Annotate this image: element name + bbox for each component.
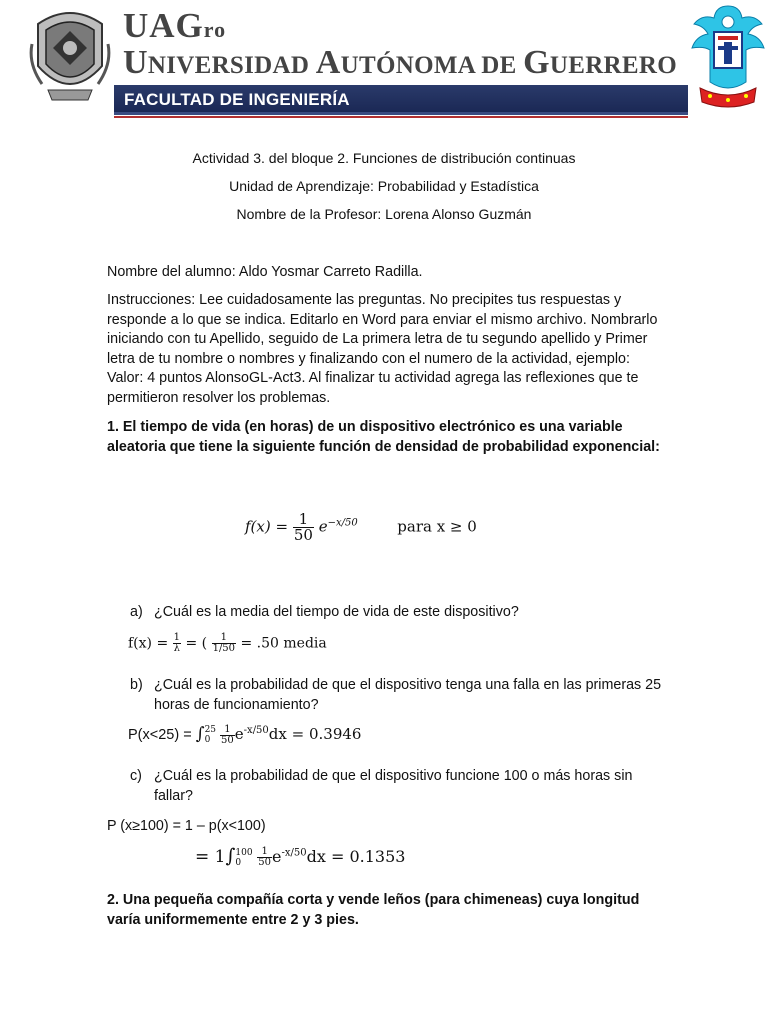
uagro-wordmark: UAGro — [123, 6, 227, 45]
question-b: b) ¿Cuál es la probabilidad de que el dispositivo tenga una falla en las primeras 25 horas de funcionamiento? — [130, 677, 662, 713]
answer-b: P(x<25) = ∫ 25 0 $\frac{1}{50}$ $e^{-x/50}dx = 0.3946$ — [128, 723, 362, 746]
answer-c-line-2: = 1∫ 100 0 $\frac{1}{50}$ $e^{-x/50}dx = 0.1353$ — [195, 845, 406, 869]
student-name: Nombre del alumno: Aldo Yosmar Carreto Radilla. — [107, 264, 423, 280]
title-professor: Nombre de la Profesor: Lorena Alonso Guzmán — [236, 206, 532, 222]
problem-2-statement: 2. Una pequeña compañía corta y vende leños (para chimeneas) cuya longitud varía uniformemente entre 2 y 3 pies. — [107, 892, 640, 928]
answer-a: f(x) = $\frac{1}{\lambda}$ = ( $\frac{1}{1/50}$ = .50 media — [128, 632, 327, 654]
university-seal-logo — [28, 4, 112, 104]
university-name: UNIVERSIDAD AUTÓNOMA DE GUERRERO — [123, 44, 677, 81]
problem-1-statement: 1. El tiempo de vida (en horas) de un dispositivo electrónico es una variable aleatoria que tiene la siguiente función de densidad de probabilidad exponencial: — [107, 419, 660, 455]
title-unit: Unidad de Aprendizaje: Probabilidad y Estadística — [229, 178, 539, 194]
question-a: a) ¿Cuál es la media del tiempo de vida de este dispositivo? — [130, 604, 519, 620]
title-activity: Actividad 3. del bloque 2. Funciones de distribución continuas — [192, 150, 576, 166]
header-rule-red — [114, 116, 688, 118]
answer-c-line-1: P (x≥100) = 1 – p(x<100) — [107, 818, 266, 834]
instructions: Instrucciones: Lee cuidadosamente las preguntas. No precipites tus respuestas y responde a lo que se indica. Editarlo en Word para enviar el mismo archivo. Nombrarlo iniciando con tu Apellido, seguido de La primera letra de tu segundo apellido y Primer letra de tu nombre o nombres y finalizando con el numero de la actividad, ejemplo: Valor: 4 puntos AlonsoGL-Act3. Al finalizar tu actividad agrega las reflexiones que te permitieron resolver los problemas. — [107, 292, 658, 406]
faculty-name: FACULTAD DE INGENIERÍA — [124, 90, 350, 109]
faculty-eagle-logo — [690, 2, 766, 110]
header-rule-blue — [114, 112, 688, 115]
density-formula: f(x) = $\frac{1}{50}$ $e^{-x/50}$ para x ≥ 0 — [245, 510, 477, 544]
question-c: c) ¿Cuál es la probabilidad de que el dispositivo funcione 100 o más horas sin fallar? — [130, 768, 633, 804]
